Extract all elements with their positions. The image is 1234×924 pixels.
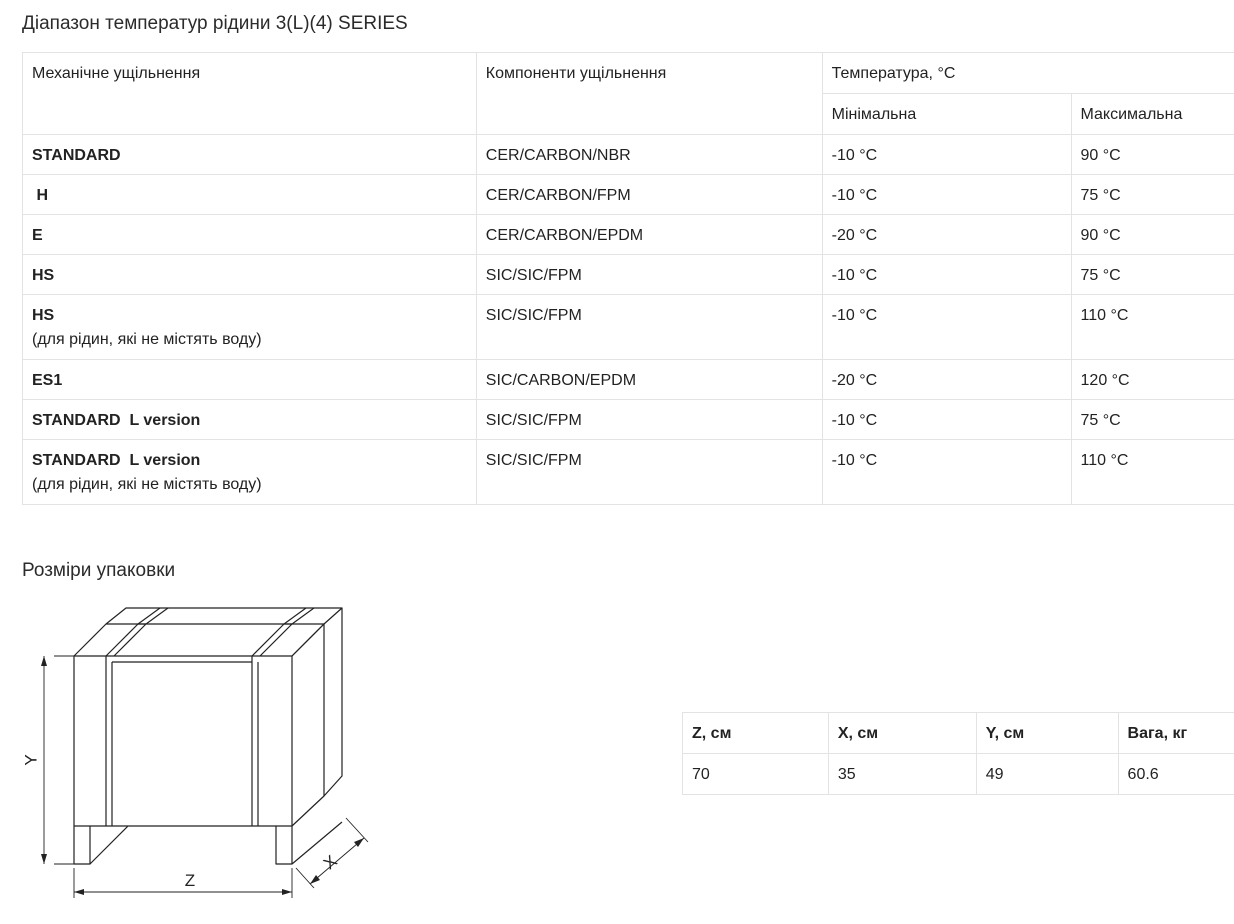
label-z: Z bbox=[184, 871, 196, 890]
table-row bbox=[23, 255, 1234, 295]
header-max: Максимальна bbox=[1071, 94, 1234, 135]
cell-seal bbox=[23, 440, 477, 505]
seal-note: (для рідин, які не містять воду) bbox=[32, 476, 262, 493]
cell-components: SIC/SIC/FPM bbox=[476, 440, 822, 505]
cell-seal bbox=[23, 295, 477, 360]
section-title-package: Розміри упаковки bbox=[22, 560, 176, 581]
header-seal: Механічне ущільнення bbox=[23, 53, 477, 135]
cell-max: 75 °C bbox=[1071, 255, 1234, 295]
cell-components: CER/CARBON/EPDM bbox=[476, 215, 822, 255]
cell-seal bbox=[23, 255, 477, 295]
cell-min: -10 °C bbox=[822, 295, 1071, 360]
seal-name: HS bbox=[32, 307, 55, 324]
table-row bbox=[23, 295, 1234, 360]
cell-components: SIC/CARBON/EPDM bbox=[476, 360, 822, 400]
label-x: X bbox=[319, 851, 341, 874]
value-weight: 60.6 bbox=[1118, 754, 1234, 795]
seal-note: (для рідин, які не містять воду) bbox=[32, 331, 262, 348]
cell-max: 90 °C bbox=[1071, 135, 1234, 175]
cell-min: -20 °C bbox=[822, 360, 1071, 400]
cell-max: 90 °C bbox=[1071, 215, 1234, 255]
value-y: 49 bbox=[976, 754, 1118, 795]
box-foot-right bbox=[276, 826, 292, 864]
cell-min: -10 °C bbox=[822, 440, 1071, 505]
cell-seal bbox=[23, 400, 477, 440]
seal-name: HS bbox=[32, 267, 55, 284]
section-title-temperature: Діапазон температур рідини 3(L)(4) SERIES bbox=[22, 13, 408, 34]
table-row bbox=[23, 360, 1234, 400]
value-x: 35 bbox=[828, 754, 976, 795]
header-y: Y, см bbox=[976, 713, 1118, 754]
header-weight: Вага, кг bbox=[1118, 713, 1234, 754]
cell-components: SIC/SIC/FPM bbox=[476, 400, 822, 440]
temperature-table bbox=[22, 52, 1234, 505]
pack-value-row bbox=[683, 754, 1234, 795]
box-back-rim bbox=[106, 608, 342, 796]
cell-min: -10 °C bbox=[822, 175, 1071, 215]
cell-seal bbox=[23, 135, 477, 175]
cell-min: -10 °C bbox=[822, 400, 1071, 440]
seal-name: H bbox=[32, 187, 48, 204]
table-row bbox=[23, 175, 1234, 215]
seal-name: STANDARD bbox=[32, 147, 121, 164]
header-temperature: Температура, °C bbox=[822, 53, 1234, 94]
cell-max: 75 °C bbox=[1071, 400, 1234, 440]
seal-name: ES1 bbox=[32, 372, 63, 389]
table-row bbox=[23, 400, 1234, 440]
header-x: X, см bbox=[828, 713, 976, 754]
seal-name: E bbox=[32, 227, 43, 244]
header-components: Компоненти ущільнення bbox=[476, 53, 822, 135]
table-header-row bbox=[23, 53, 1234, 94]
box-foot-left bbox=[74, 826, 90, 864]
cell-components: SIC/SIC/FPM bbox=[476, 255, 822, 295]
table-row bbox=[23, 440, 1234, 505]
table-row bbox=[23, 215, 1234, 255]
header-z: Z, см bbox=[683, 713, 829, 754]
cell-max: 110 °C bbox=[1071, 295, 1234, 360]
box-front-face bbox=[74, 656, 292, 826]
cell-min: -10 °C bbox=[822, 255, 1071, 295]
table-row bbox=[23, 135, 1234, 175]
value-z: 70 bbox=[683, 754, 829, 795]
cell-max: 120 °C bbox=[1071, 360, 1234, 400]
dimension-line-x bbox=[310, 838, 364, 884]
package-dimensions-table bbox=[682, 712, 1234, 795]
cell-components: CER/CARBON/NBR bbox=[476, 135, 822, 175]
cell-seal bbox=[23, 175, 477, 215]
pack-header-row bbox=[683, 713, 1234, 754]
cell-max: 110 °C bbox=[1071, 440, 1234, 505]
box-right-face bbox=[292, 624, 324, 826]
header-min: Мінімальна bbox=[822, 94, 1071, 135]
cell-components: CER/CARBON/FPM bbox=[476, 175, 822, 215]
cell-components: SIC/SIC/FPM bbox=[476, 295, 822, 360]
cell-min: -20 °C bbox=[822, 215, 1071, 255]
package-diagram bbox=[18, 598, 378, 908]
seal-name: STANDARD L version bbox=[32, 412, 201, 429]
seal-name: STANDARD L version bbox=[32, 452, 201, 469]
cell-seal bbox=[23, 215, 477, 255]
cell-min: -10 °C bbox=[822, 135, 1071, 175]
label-y: Y bbox=[21, 754, 41, 766]
cell-max: 75 °C bbox=[1071, 175, 1234, 215]
cell-seal bbox=[23, 360, 477, 400]
